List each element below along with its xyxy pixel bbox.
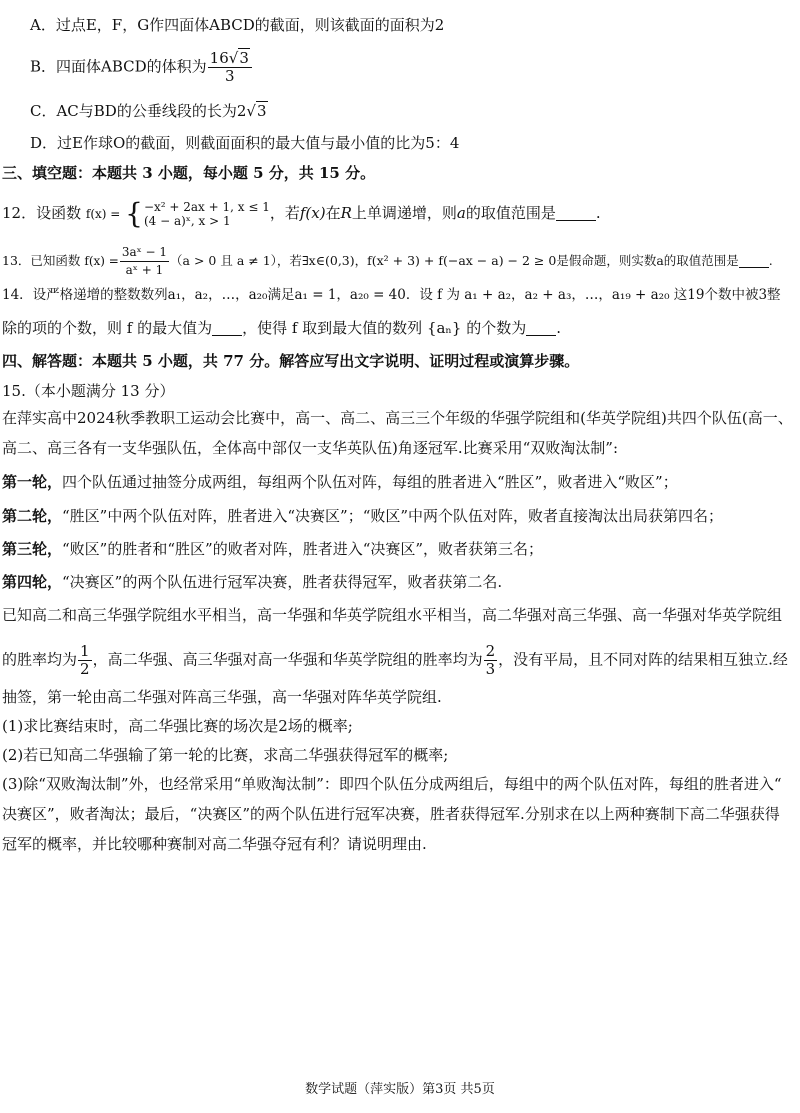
q12-a: a [456, 204, 466, 222]
option-b-text: B．四面体ABCD的体积为 [30, 57, 207, 76]
two-thirds-numerator: 2 [485, 642, 496, 660]
win-rate-half [78, 643, 92, 678]
volume-radicand: 3 [239, 49, 249, 67]
q12-text-3: 上单调递增，则 [351, 204, 457, 222]
q15-p4-text-2: ，高二华强、高三华强对高一华强和华英学院组的胜率均为 [92, 650, 483, 669]
q14-text-2: ，使得 f 取到最大值的数列 {aₙ} 的个数为 [242, 319, 527, 337]
question-14-line-2 [2, 317, 796, 339]
option-c-radicand: 3 [256, 102, 267, 120]
q13-function-name: f(x) = [84, 254, 119, 268]
option-a: A．过点E，F，G作四面体ABCD的截面，则该截面的面积为2 [30, 16, 445, 34]
win-rate-two-thirds [484, 643, 498, 678]
round-1-text: 四个队伍通过抽签分成两组，每组两个队伍对阵，每组的胜者进入“胜区”，败者进入“败区”； [62, 473, 678, 491]
round-3-text: “败区”的胜者和“胜区”的败者对阵，胜者进入“决赛区”，败者获第三名； [62, 540, 544, 558]
q12-answer-blank[interactable] [556, 204, 596, 221]
question-13 [2, 244, 796, 279]
q13-answer-blank[interactable] [739, 251, 769, 268]
round-2-label: 第二轮， [2, 507, 63, 525]
q15-round-1 [2, 471, 796, 493]
q12-piece-1: −x² + 2ax + 1, x ≤ 1 [143, 200, 270, 214]
q13-expression: f(x² + 3) + f(−ax − a) − 2 ≥ 0 [367, 253, 557, 268]
two-thirds-denominator: 3 [485, 660, 496, 678]
q15-subquestion-1: (1)求比赛结束时，高二华强比赛的场次是2场的概率; [2, 717, 353, 735]
q13-fraction [120, 244, 169, 279]
q15-paragraph-3: 已知高二和高三华强学院组水平相当，高一华强和华英学院组水平相当，高二华强对高三华强、高一华强对华英学院组 [2, 606, 783, 624]
q13-denominator: aˣ + 1 [125, 263, 164, 277]
q15-subquestion-3-line-2: 决赛区”，败者淘汰；最后，“决赛区”的两个队伍进行冠军决赛，胜者获得冠军.分别求在以上两种赛制下高二华强获得 [2, 805, 780, 823]
option-c: C．AC与BD的公垂线段的长为2√3 [30, 102, 267, 120]
q12-text-4: 的取值范围是 [465, 204, 556, 222]
option-b [30, 50, 796, 85]
round-2-text: “胜区”中两个队伍对阵，胜者进入“决赛区”；“败区”中两个队伍对阵，败者直接淘汰出局获第四名； [62, 507, 724, 525]
half-denominator: 2 [80, 660, 90, 678]
page-footer: 数学试题（萍实版）第3页 共5页 [305, 1082, 495, 1097]
q15-paragraph-2: 高二、高三各有一支华强队伍，全体高中部仅一支华英队伍)角逐冠军.比赛采用“双败淘汰制”: [2, 439, 619, 457]
q12-fx: f(x) [299, 204, 326, 222]
q12-r: R [340, 204, 352, 222]
q15-round-4 [2, 571, 796, 593]
q15-subquestion-3-line-3: 冠军的概率，并比较哪种赛制对高二华强夺冠有利？请说明理由. [2, 835, 427, 853]
q15-p4-text-1: 的胜率均为 [2, 650, 78, 669]
q15-header: 15.（本小题满分 13 分） [2, 382, 175, 400]
round-1-label: 第一轮， [2, 473, 63, 491]
round-4-label: 第四轮， [2, 573, 63, 591]
round-4-text: “决赛区”的两个队伍进行冠军决赛，胜者获得冠军，败者获第二名. [62, 573, 503, 591]
section-3-heading: 三、填空题：本题共 3 小题，每小题 5 分，共 15 分。 [2, 164, 376, 182]
half-numerator: 1 [80, 642, 90, 660]
q15-paragraph-1: 在萍实高中2024秋季教职工运动会比赛中，高一、高二、高三三个年级的华强学院组和(华英学院组)共四个队伍(高一、 [2, 409, 793, 427]
option-c-text: C．AC与BD的公垂线段的长为2 [30, 102, 247, 120]
q15-p4-text-3: ，没有平局，且不同对阵的结果相互独立.经 [498, 650, 788, 669]
volume-numerator: 16 [209, 49, 229, 67]
question-14-line-1: 14．设严格递增的整数数列a₁，a₂，…，a₂₀满足a₁ = 1，a₂₀ = 40．设 f 为 a₁ + a₂，a₂ + a₃，…，a₁₉ + a₂₀ 这19个数中被3整 [2, 287, 781, 303]
q14-answer-blank-2[interactable] [526, 319, 556, 336]
q15-paragraph-4 [2, 643, 796, 678]
q15-round-2 [2, 505, 796, 527]
q13-condition: （a > 0 且 a ≠ 1） [170, 253, 277, 268]
q12-prefix: 12．设函数 [2, 204, 82, 222]
q15-round-3 [2, 538, 796, 560]
q13-period: . [768, 253, 773, 268]
option-d: D．过E作球O的截面，则截面面积的最大值与最小值的比为5：4 [30, 134, 460, 152]
q13-text-2: 是假命题，则实数a的取值范围是 [556, 253, 739, 268]
q15-subquestion-3-line-1: (3)除“双败淘汰制”外，也经常采用“单败淘汰制”：即四个队伍分成两组后，每组中的两个队伍对阵，每组的胜者进入“ [2, 775, 782, 793]
q12-piecewise: { −x² + 2ax + 1, x ≤ 1 (4 − a)ˣ, x > 1 [125, 197, 270, 230]
volume-denominator: 3 [225, 67, 235, 85]
q12-period: . [595, 204, 601, 222]
volume-fraction: $\frac{16√3}{3}$ [208, 50, 252, 85]
q12-function-name: f(x) = [85, 207, 121, 221]
q14-text-1: 除的项的个数，则 f 的最大值为 [2, 319, 213, 337]
q14-answer-blank-1[interactable] [212, 319, 242, 336]
question-12 [2, 197, 796, 230]
q12-text-2: 在 [325, 204, 341, 222]
section-4-heading: 四、解答题：本题共 5 小题，共 77 分。解答应写出文字说明、证明过程或演算步骤。 [2, 352, 580, 370]
round-3-label: 第三轮， [2, 540, 63, 558]
q13-text-1: ，若∃x∈(0,3)， [276, 253, 368, 268]
q15-paragraph-5: 抽签，第一轮由高二华强对阵高三华强，高一华强对阵华英学院组. [2, 688, 442, 706]
q13-numerator: 3aˣ − 1 [120, 244, 169, 262]
q15-subquestion-2: (2)若已知高二华强输了第一轮的比赛，求高二华强获得冠军的概率; [2, 746, 449, 764]
q14-period: . [556, 319, 562, 337]
q12-piece-2: (4 − a)ˣ, x > 1 [143, 214, 231, 228]
q12-text-1: ，若 [269, 204, 300, 222]
q13-prefix: 13．已知函数 [2, 253, 81, 268]
